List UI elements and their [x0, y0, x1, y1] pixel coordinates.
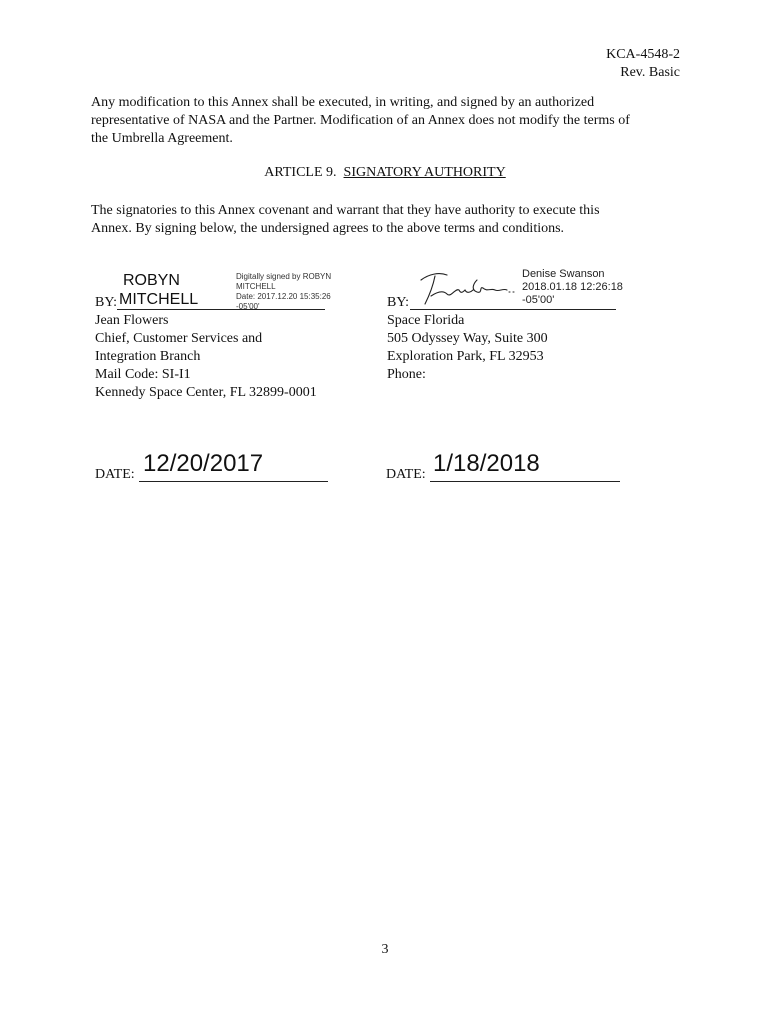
date-value: 12/20/2017 [143, 450, 264, 477]
organization-name: Space Florida [387, 313, 465, 328]
signer-name-first: ROBYN [123, 272, 180, 289]
date-line [139, 481, 328, 482]
signatory-title: Chief, Customer Services and [95, 331, 263, 346]
digital-signature-line: MITCHELL [236, 282, 276, 291]
date-label: DATE: [95, 467, 135, 482]
page-number: 3 [381, 942, 389, 957]
signatory-name: Jean Flowers [95, 313, 169, 328]
address-line: 505 Odyssey Way, Suite 300 [387, 331, 548, 346]
signatory-title: Integration Branch [95, 349, 201, 364]
article-title: SIGNATORY AUTHORITY [343, 165, 506, 180]
by-label: BY: [95, 295, 118, 310]
paragraph-line: representative of NASA and the Partner. Modification of an Annex does not modify the terms of [91, 113, 630, 128]
paragraph-line: the Umbrella Agreement. [91, 131, 233, 146]
paragraph-line: Any modification to this Annex shall be executed, in writing, and signed by an authorized [91, 95, 595, 110]
handwritten-signature [417, 268, 517, 308]
paragraph-line: Annex. By signing below, the undersigned agrees to the above terms and conditions. [91, 221, 565, 236]
date-line [430, 481, 620, 482]
digital-signature-line: Denise Swanson [522, 268, 605, 280]
date-value: 1/18/2018 [433, 450, 540, 477]
left-signatory-details [95, 312, 317, 402]
document-header [606, 46, 680, 82]
signer-name-last: MITCHELL [119, 291, 199, 308]
digital-signature-line: Digitally signed by ROBYN [236, 272, 332, 281]
signature-line [117, 309, 325, 310]
document-id: KCA-4548-2 [606, 47, 680, 62]
article-number: ARTICLE 9. [264, 165, 344, 180]
date-label: DATE: [386, 467, 426, 482]
digital-signature-line: -05'00' [236, 302, 260, 311]
signatory-address: Kennedy Space Center, FL 32899-0001 [95, 385, 317, 400]
digital-signature-stamp [236, 272, 331, 312]
signature-line [410, 309, 616, 310]
mail-code: Mail Code: SI-I1 [95, 367, 191, 382]
revision-label: Rev. Basic [620, 65, 680, 80]
right-signatory-details [387, 312, 548, 384]
article-heading [0, 165, 770, 181]
address-line: Exploration Park, FL 32953 [387, 349, 544, 364]
digital-signature-stamp [522, 268, 623, 307]
by-label: BY: [387, 295, 410, 310]
phone-label: Phone: [387, 367, 426, 382]
digital-signature-line: -05'00' [522, 294, 555, 306]
digital-signature-line: 2018.01.18 12:26:18 [522, 281, 623, 293]
modification-paragraph [91, 94, 691, 148]
digital-signature-line: Date: 2017.12.20 15:35:26 [236, 292, 331, 301]
paragraph-line: The signatories to this Annex covenant and warrant that they have authority to execute this [91, 203, 600, 218]
signatory-paragraph [91, 202, 691, 238]
